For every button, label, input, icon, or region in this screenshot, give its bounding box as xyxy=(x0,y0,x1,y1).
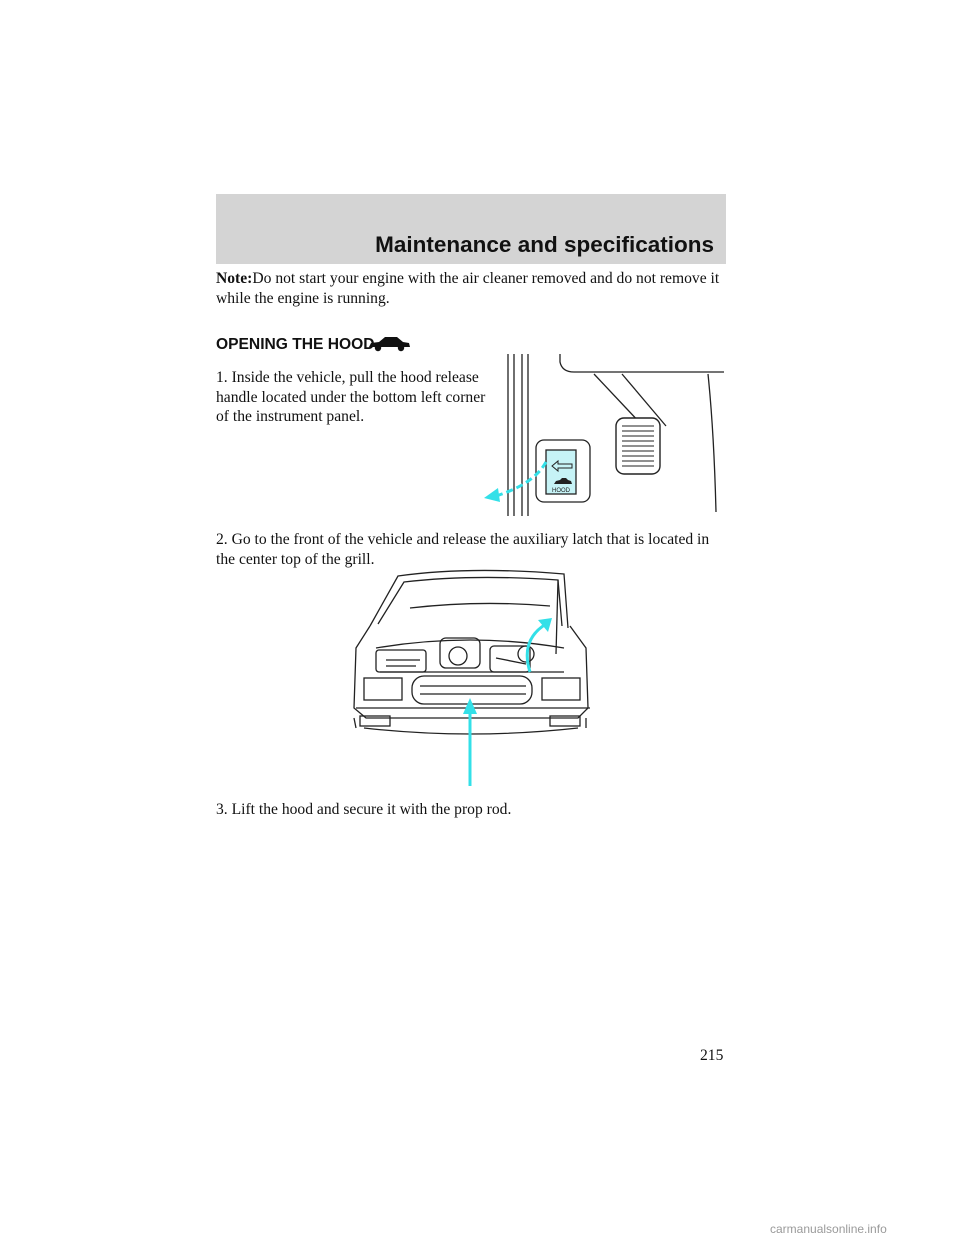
section-header-band xyxy=(216,194,726,264)
page-number: 215 xyxy=(700,1047,724,1064)
subheading-opening-the-hood: OPENING THE HOOD xyxy=(216,336,375,353)
section-title: Maintenance and specifications xyxy=(375,232,714,257)
note-text: Do not start your engine with the air cleaner removed and do not remove it while the engine is running. xyxy=(216,270,720,307)
watermark: carmanualsonline.info xyxy=(770,1222,887,1236)
open-hood-figure xyxy=(350,568,600,790)
arrow-icon xyxy=(463,698,477,714)
hood-release-figure xyxy=(476,352,726,518)
car-icon xyxy=(367,333,411,353)
step-3-text: 3. Lift the hood and secure it with the prop rod. xyxy=(216,801,512,818)
note-paragraph xyxy=(216,269,728,308)
arrow-icon xyxy=(484,488,500,502)
step-2-text: 2. Go to the front of the vehicle and release the auxiliary latch that is located in the center top of the grill. xyxy=(216,531,710,568)
note-label: Note: xyxy=(216,270,253,287)
step-1-text: 1. Inside the vehicle, pull the hood release handle located under the bottom left corner of the instrument panel. xyxy=(216,369,486,425)
hood-label: HOOD xyxy=(552,488,570,494)
brake-pedal xyxy=(616,418,660,474)
